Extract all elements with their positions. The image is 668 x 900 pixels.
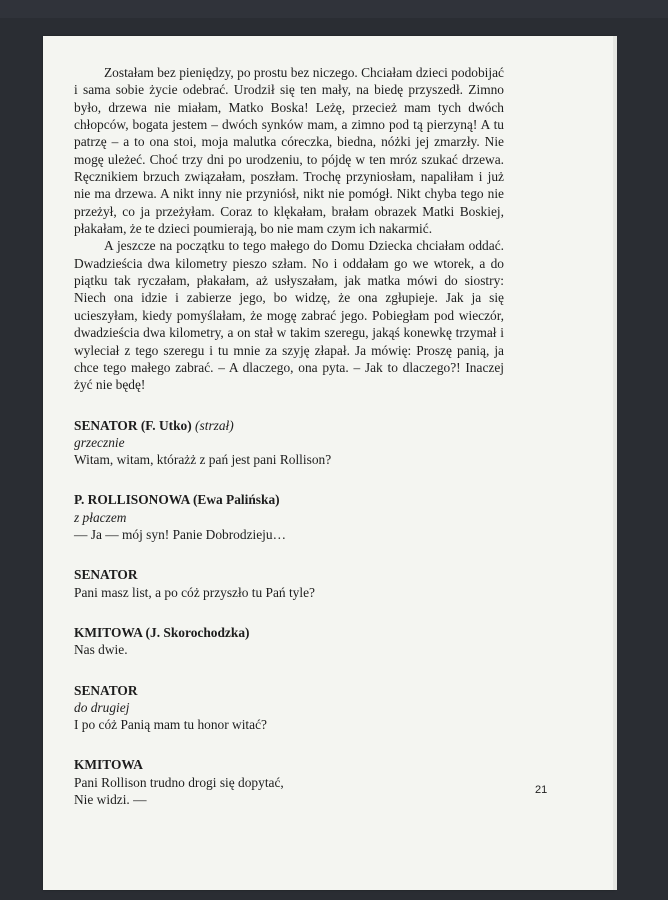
- stage-direction: z płaczem: [74, 509, 127, 525]
- page-edge: [613, 36, 617, 890]
- dialogue-block-6: [74, 756, 504, 808]
- dialogue-line: Witam, witam, którażż z pań jest pani Rollison?: [74, 452, 332, 468]
- monologue-paragraph-2: A jeszcze na początku to tego małego do Domu Dziecka chciałam oddać. Dwadzieścia dwa kilometry pieszo szłam. No i oddałam go we wtorek, a do piątku tak ryczałam, płakałam, aż usłyszałam, jak matka mówi do siostry: Niech ona idzie i zabierze jego, bo widzę, że ona zgłupieje. Jak ja się ucieszyłam, kiedy pomyślałam, że mogę zabrać jego. Pobiegłam pod wieczór, dwadzieścia dwa kilometry, a on stał w takim szeregu, jakąś konewkę trzymał i wyleciał z tego szeregu i tu mnie za szyję złapał. Ja mówię: Proszę panią, ja chce tego małego zabrać. – A dlaczego, ona pyta. – Jak to dlaczego?! Inaczej żyć nie będę!: [74, 238, 504, 393]
- dialogue-line: Nas dwie.: [74, 642, 128, 658]
- dialogue-line: Pani masz list, a po cóż przyszło tu Pań tyle?: [74, 584, 315, 600]
- stage-direction: do drugiej: [74, 699, 130, 715]
- dialogue-block-3: [74, 566, 504, 601]
- speaker-name: [74, 417, 504, 434]
- dialogue-line: Nie widzi. —: [74, 791, 147, 807]
- dialogue-block-4: [74, 624, 504, 659]
- dialogue-line: Pani Rollison trudno drogi się dopytać,: [74, 774, 284, 790]
- dialogue-block-2: [74, 491, 504, 543]
- speaker-name: SENATOR: [74, 682, 138, 698]
- speaker-label: SENATOR (F. Utko): [74, 417, 192, 433]
- speaker-name: P. ROLLISONOWA (Ewa Palińska): [74, 492, 280, 508]
- scan-background: [0, 0, 668, 18]
- dialogue-block-1: [74, 417, 504, 469]
- dialogue-line: — Ja — mój syn! Panie Dobrodzieju…: [74, 527, 286, 543]
- speaker-name: KMITOWA: [74, 757, 143, 773]
- dialogue-block-5: [74, 682, 504, 734]
- speaker-name: SENATOR: [74, 567, 138, 583]
- speaker-name: KMITOWA (J. Skorochodzka): [74, 624, 250, 640]
- stage-direction: grzecznie: [74, 434, 125, 450]
- page-number: 21: [535, 784, 548, 796]
- monologue-paragraph-1: Zostałam bez pieniędzy, po prostu bez niczego. Chciałam dzieci podobijać i sama sobie życie odebrać. Urodził się ten mały, na biedę przyszedł. Zimno było, drzewa nie miałam, Matko Boska! Leżę, przecież mam tych dwóch chłopców, bogata jestem – dwóch synków mam, a zimno pod tą pierzyną! A tu patrzę – a to ona stoi, moja malutka córeczka, biedna, nóżki jej zmarzły. Nie mogę uleżeć. Choć trzy dni po urodzeniu, to pójdę w ten mróz szukać drzewa. Ręcznikiem brzuch związałam, poszłam. Trochę przyniosłam, napaliłam i już nie ma drzewa. A nikt inny nie przyniósł, nikt nie pomógł. Nikt chyba tego nie przeżył, co ja przeżyłam. Coraz to klękałam, brałam obrazek Matki Boskiej, płakałam, że te dzieci poumierają, bo nie mam czym ich nakarmić.: [74, 65, 504, 237]
- speaker-note: (strzał): [195, 417, 234, 433]
- dialogue-line: I po cóż Panią mam tu honor witać?: [74, 717, 267, 733]
- page-content: [74, 64, 504, 808]
